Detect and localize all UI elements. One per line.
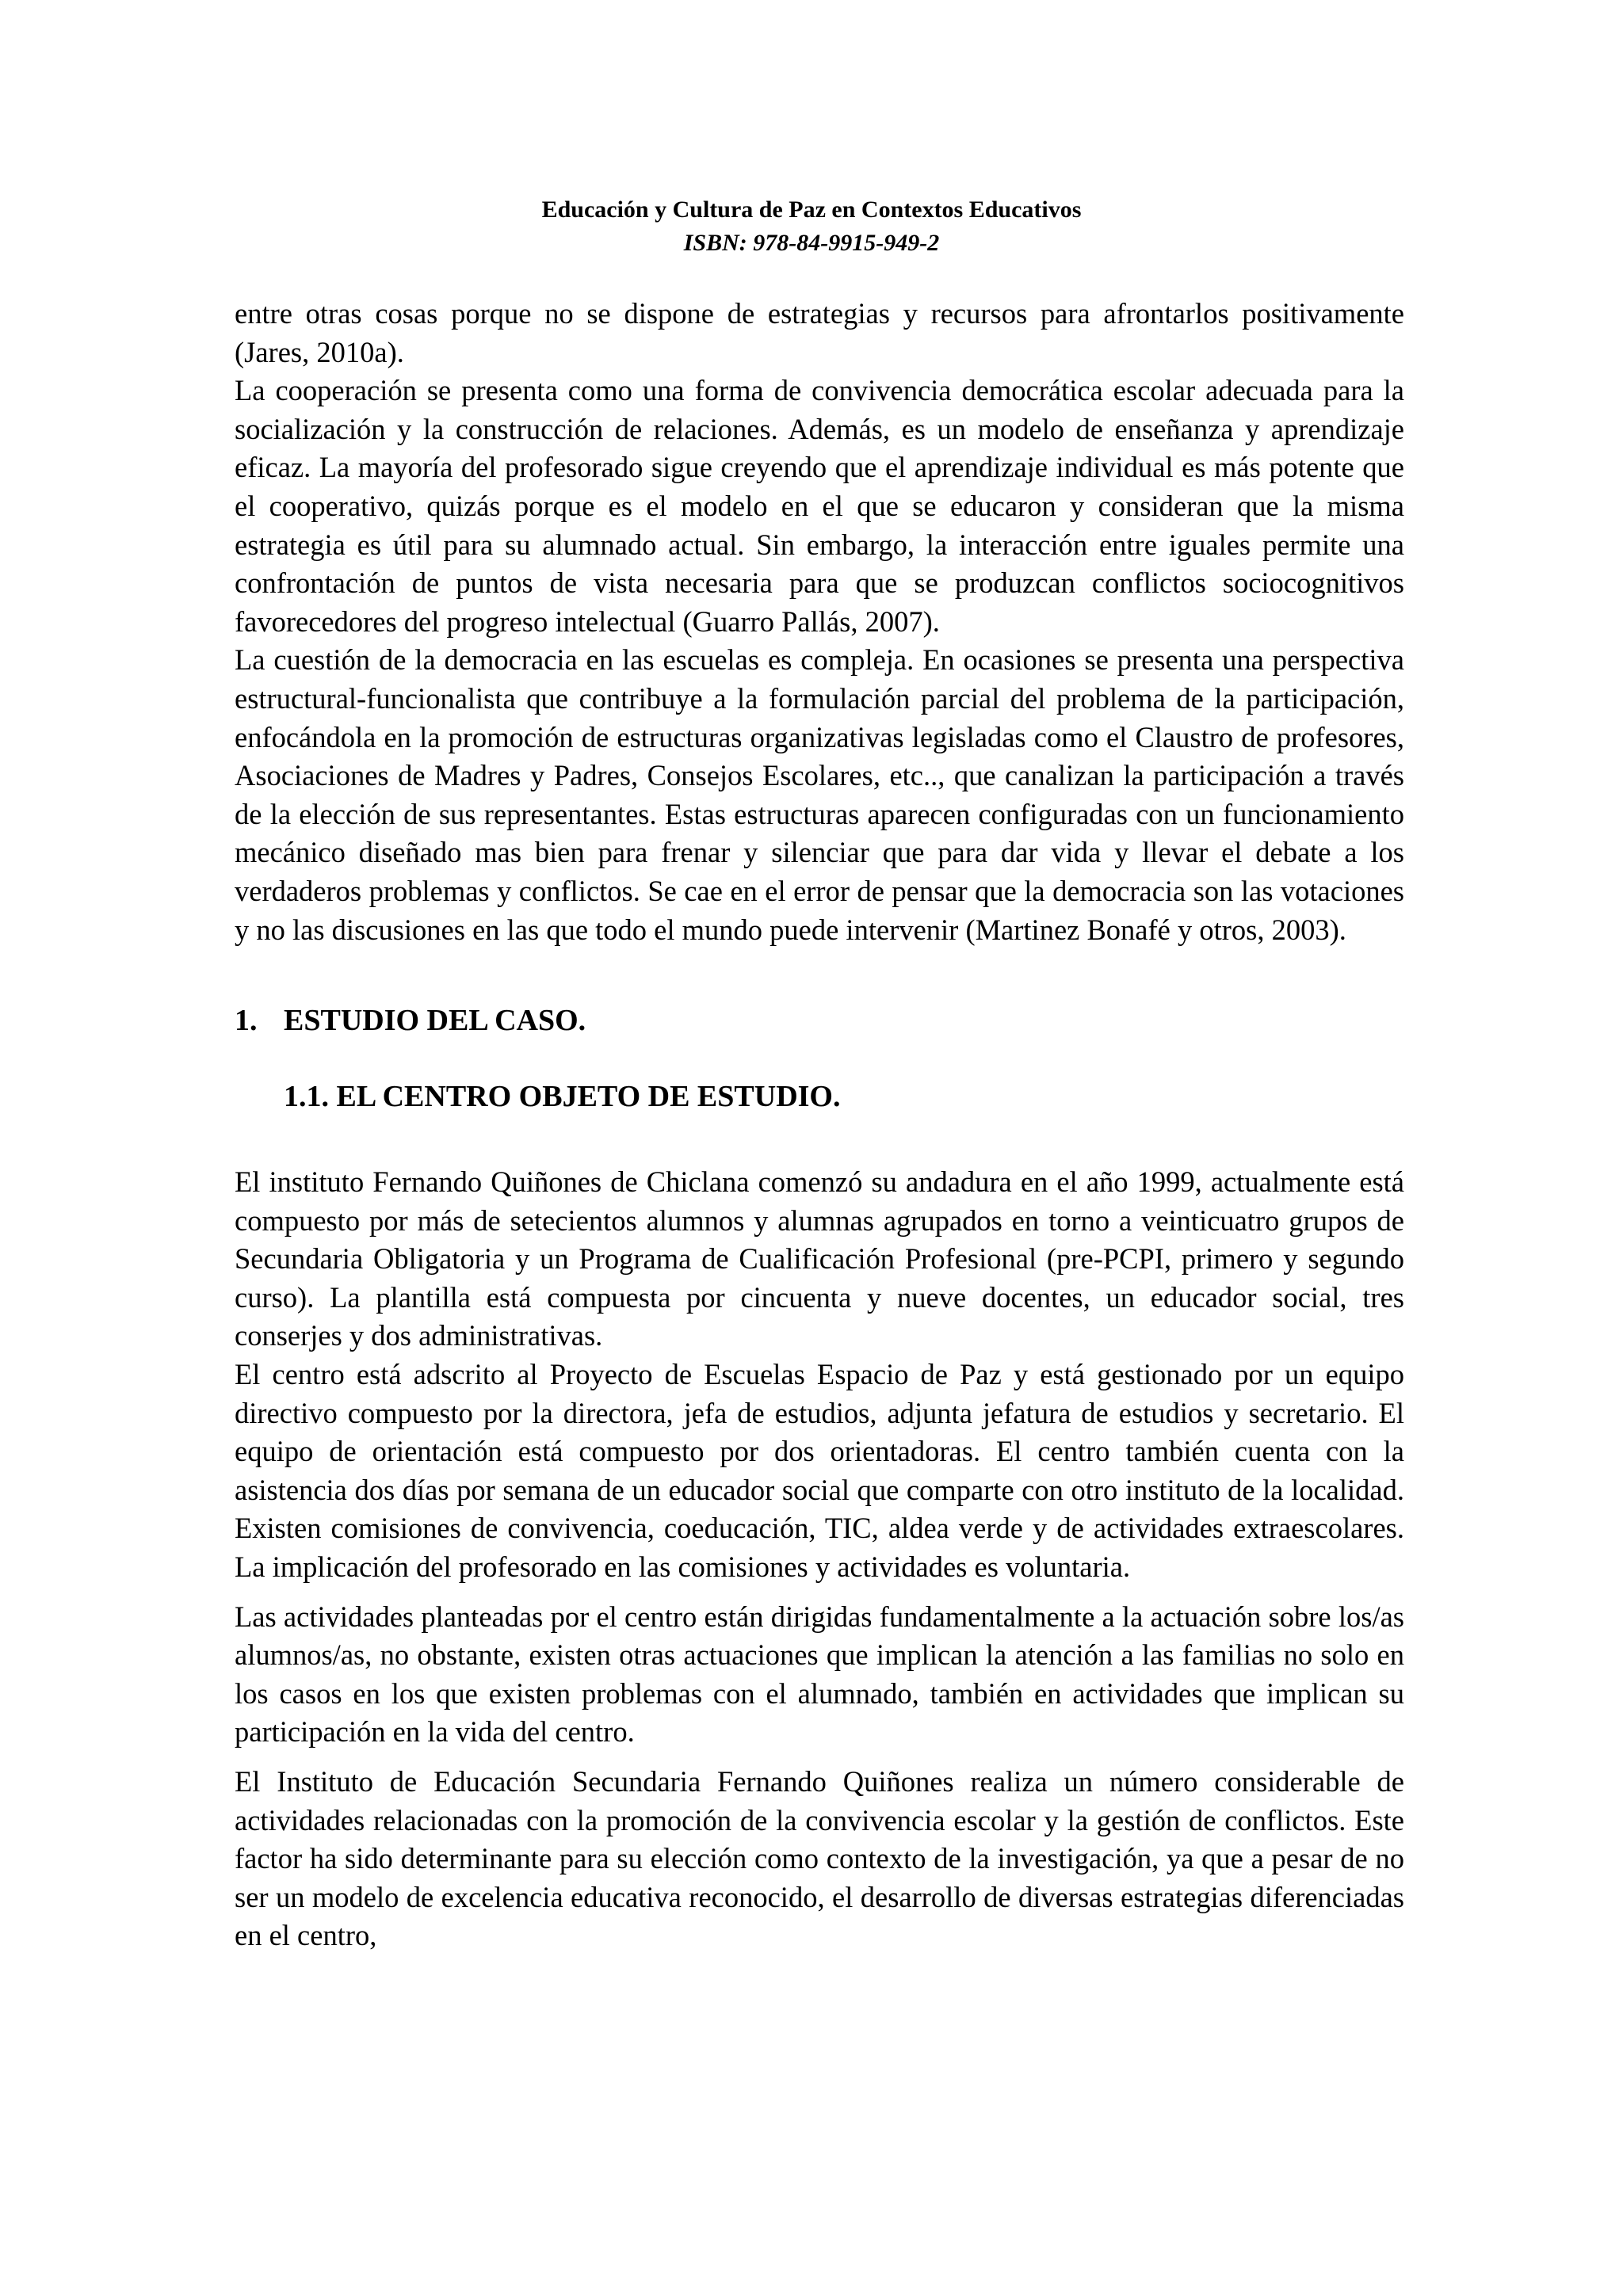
paragraph: La cuestión de la democracia en las escuelas es compleja. En ocasiones se presenta una perspectiva estructural-funcionalista que contribuye a la formulación parcial del problema de la participación, enfocándola en la promoción de estructuras organizativas legisladas como el Claustro de profesores, Asociaciones de Madres y Padres, Consejos Escolares, etc.., que canalizan la participación a través de la elección de sus representantes. Estas estructuras aparecen configuradas con un funcionamiento mecánico diseñado mas bien para frenar y silenciar que para dar vida y llevar el debate a los verdaderos problemas y conflictos. Se cae en el error de pensar que la democracia son las votaciones y no las discusiones en las que todo el mundo puede intervenir (Martinez Bonafé y otros, 2003). — [235, 643, 1404, 946]
paragraph: El Instituto de Educación Secundaria Fernando Quiñones realiza un número considerable de actividades relacionadas con la promoción de la convivencia escolar y la gestión de conflictos. Este factor ha sido determinante para su elección como contexto de la investigación, ya que a pesar de no ser un modelo de excelencia educativa reconocido, el desarrollo de diversas estrategias diferenciadas en el centro, — [235, 1765, 1404, 1952]
paragraph: El instituto Fernando Quiñones de Chiclana comenzó su andadura en el año 1999, actualmente está compuesto por más de setecientos alumnos y alumnas agrupados en torno a veinticuatro grupos de Secundaria Obligatoria y un Programa de Cualificación Profesional (pre-PCPI, primero y segundo curso). La plantilla está compuesta por cincuenta y nueve docentes, un educador social, tres conserjes y dos administrativas. — [235, 1165, 1404, 1352]
header-isbn: ISBN: 978-84-9915-949-2 — [683, 230, 940, 256]
paragraph: entre otras cosas porque no se dispone de estrategias y recursos para afrontarlos positivamente (Jares, 2010a). — [235, 297, 1404, 368]
paragraph: Las actividades planteadas por el centro están dirigidas fundamentalmente a la actuación sobre los/as alumnos/as, no obstante, existen otras actuaciones que implican la atención a las familias no solo en los casos en los que existen problemas con el alumnado, también en actividades que implican su participación en la vida del centro. — [235, 1600, 1404, 1749]
section-number: 1. — [235, 1004, 258, 1038]
running-header — [0, 193, 1623, 260]
section-title: ESTUDIO DEL CASO. — [284, 1004, 586, 1038]
subsection-heading: 1.1. EL CENTRO OBJETO DE ESTUDIO. — [284, 1080, 841, 1114]
paragraph: La cooperación se presenta como una forma de convivencia democrática escolar adecuada para la socialización y la construcción de relaciones. Además, es un modelo de enseñanza y aprendizaje eficaz. La mayoría del profesorado sigue creyendo que el aprendizaje individual es más potente que el cooperativo, quizás porque es el modelo en el que se educaron y consideran que la misma estrategia es útil para su alumnado actual. Sin embargo, la interacción entre iguales permite una confrontación de puntos de vista necesaria para que se produzcan conflictos sociocognitivos favorecedores del progreso intelectual (Guarro Pallás, 2007). — [235, 374, 1404, 638]
paragraph: El centro está adscrito al Proyecto de Escuelas Espacio de Paz y está gestionado por un equipo directivo compuesto por la directora, jefa de estudios, adjunta jefatura de estudios y secretario. El equipo de orientación está compuesto por dos orientadoras. El centro también cuenta con la asistencia dos días por semana de un educador social que comparte con otro instituto de la localidad. Existen comisiones de convivencia, coeducación, TIC, aldea verde y de actividades extraescolares. La implicación del profesorado en las comisiones y actividades es voluntaria. — [235, 1358, 1404, 1584]
header-title: Educación y Cultura de Paz en Contextos Educativos — [541, 196, 1082, 223]
page-body — [235, 295, 1404, 1955]
section-heading — [235, 1001, 1404, 1039]
